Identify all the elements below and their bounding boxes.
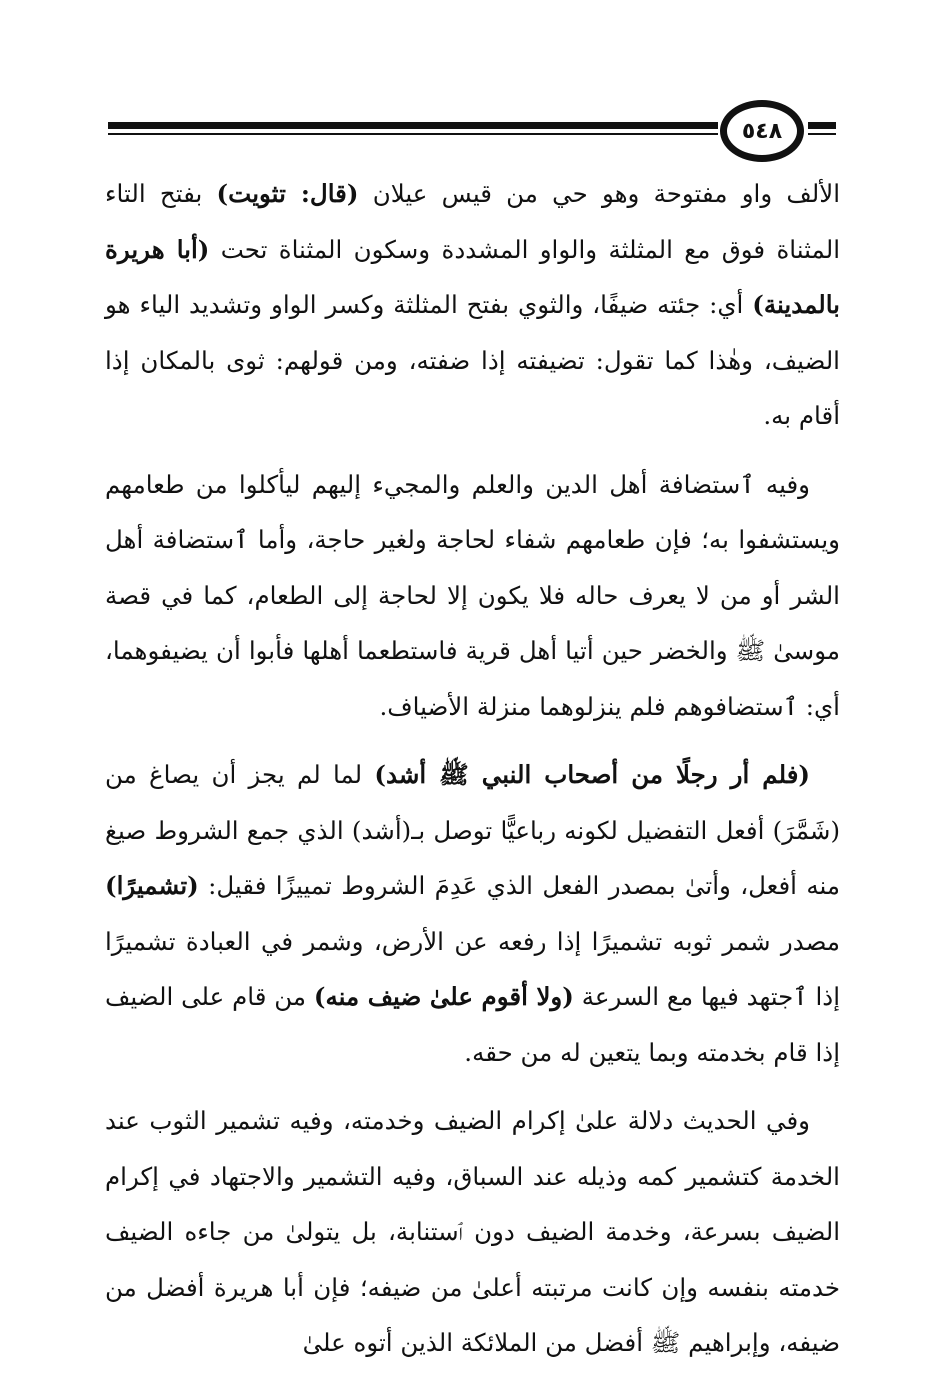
text-run: لما لم يجز أن يصاغ من (شَمَّرَ) أفعل التفضيل لكونه رباعيًّا توصل بـ(أشد) الذي جمع الشروط صيغ منه أفعل، وأتىٰ بمصدر الفعل الذي عَدِمَ الشروط تمييزًا فقيل: [105,760,840,900]
paragraph-2 [105,457,840,735]
paragraph-1 [105,166,840,444]
page-number: ٥٤٨ [720,100,804,162]
paragraph-3 [105,747,840,1080]
bold-quote: (أبا هريرة بالمدينة) [105,234,840,319]
paragraph-4 [105,1093,840,1371]
header-rule-right-thin [808,133,836,135]
header-rule-thick [108,122,718,129]
bold-quote: (قال: تثويت) [216,179,359,208]
text-run: الألف واو مفتوحة وهو حي من قيس عيلان [358,179,840,208]
text-run: وفي الحديث دلالة علىٰ إكرام الضيف وخدمته، وفيه تشمير الثوب عند الخدمة كتشمير كمه وذيله عند السباق، وفيه التشمير والاجتهاد في إكرام الضيف بسرعة، وخدمة الضيف دون ٱستنابة، بل يتولىٰ من جاءه الضيف خدمته بنفسه وإن كانت مرتبته أعلىٰ من ضيفه؛ فإن أبا هريرة أفضل من ضيفه، وإبراهيم ﷺ أفضل من الملائكة الذين أتوه علىٰ [105,1106,840,1357]
bold-quote: (فلم أر رجلًا من أصحاب النبي ﷺ أشد) [374,760,811,789]
bold-quote: (ولا أقوم علىٰ ضيف منه) [313,982,574,1011]
header-rule-thin [108,133,718,135]
text-run: أي: جئته ضيفًا، والثوي بفتح المثلثة وكسر الواو وتشديد الياء هو الضيف، وهٰذا كما تقول: تضيفته إذا ضفته، ومن قولهم: ثوى بالمكان إذا أقام به. [105,290,840,430]
text-run: من قام على الضيف إذا قام بخدمته وبما يتعين له من حقه. [105,982,840,1067]
text-run: بفتح التاء المثناة فوق مع المثلثة والواو المشددة وسكون المثناة تحت [105,179,840,264]
page-header [108,100,836,166]
text-run: وفيه ٱستضافة أهل الدين والعلم والمجيء إليهم ليأكلوا من طعامهم ويستشفوا به؛ فإن طعامهم شفاء لحاجة ولغير حاجة، وأما ٱستضافة أهل الشر أو من لا يعرف حاله فلا يكون إلا لحاجة إلى الطعام، كما في قصة موسىٰ ﷺ والخضر حين أتيا أهل قرية فاستطعما أهلها فأبوا أن يضيفوهما، أي: ٱستضافوهم فلم ينزلوهما منزلة الأضياف. [105,469,840,721]
header-rule-right-thick [808,122,836,129]
text-run: مصدر شمر ثوبه تشميرًا إذا رفعه عن الأرض، وشمر في العبادة تشميرًا إذا ٱجتهد فيها مع السرعة [105,926,841,1011]
body-text [105,166,840,1384]
bold-quote: (تشميرًا) [105,871,199,900]
